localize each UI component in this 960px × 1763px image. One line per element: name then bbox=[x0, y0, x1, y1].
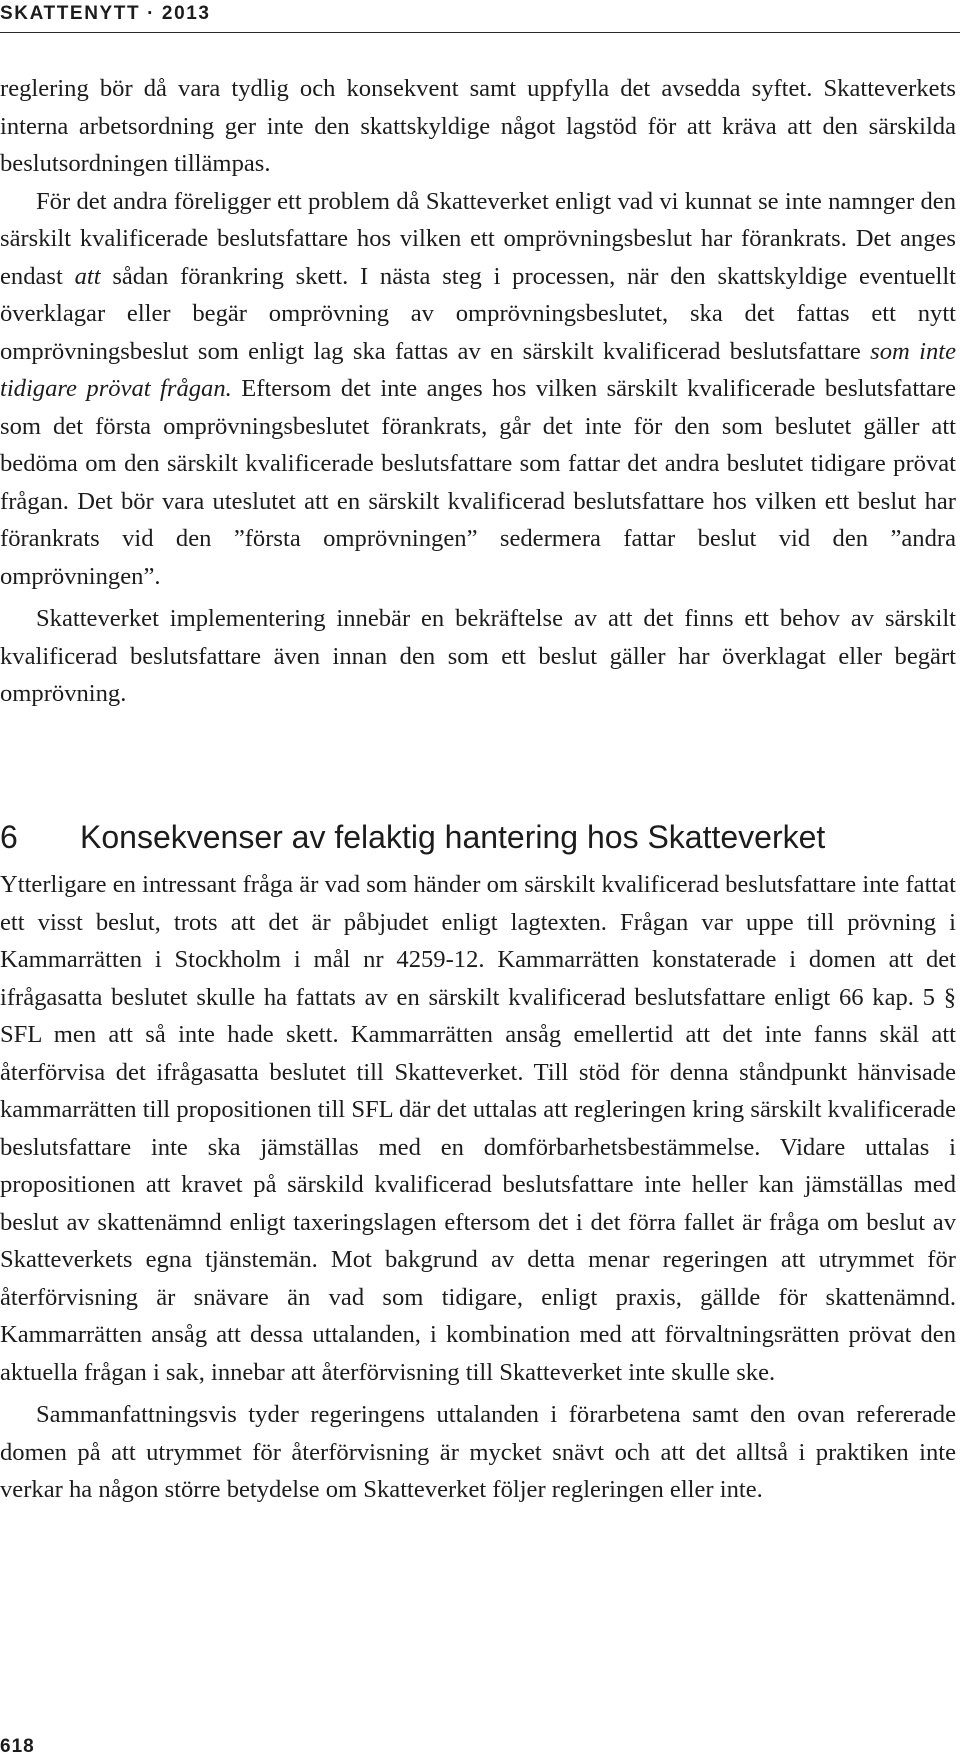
paragraph-text: sådan förankring skett. I nästa steg i processen, när den skattskyldige eventuellt överklagar eller begär omprövning av omprövningsbeslutet, ska det fattas ett nytt omprövningsbeslut som enligt lag ska fattas av en särskilt kvalificerad beslutsfattare bbox=[0, 262, 956, 365]
paragraph-text: reglering bör då vara tydlig och konsekvent samt uppfylla det avsedda syftet. Skatteverkets interna arbetsordning ger inte den skattskyldige något lagstöd för att kräva att den särskilda beslutsordningen tillämpas. bbox=[0, 75, 956, 177]
running-head-separator: · bbox=[147, 3, 156, 24]
paragraph bbox=[0, 600, 956, 713]
body-text-section bbox=[0, 866, 956, 1509]
paragraph-text: För det andra föreligger ett problem då Skatteverket enligt vad vi kunnat se inte namnger den särskilt kvalificerade beslutsfattare hos vilken ett omprövningsbeslut har förankrats. Det anges endast bbox=[0, 187, 956, 290]
journal-year: 2013 bbox=[161, 3, 211, 24]
italic-emphasis: som inte tidigare prövat frågan. bbox=[0, 337, 956, 402]
section-heading bbox=[0, 813, 825, 861]
section-number: 6 bbox=[0, 819, 18, 855]
paragraph-text: Skatteverket implementering innebär en bekräftelse av att det finns ett behov av särskilt kvalificerad beslutsfattare även innan den som ett beslut gäller har överklagat eller begärt omprövning. bbox=[0, 605, 956, 707]
body-text-top bbox=[0, 70, 956, 713]
paragraph bbox=[0, 70, 956, 183]
paragraph: Sammanfattningsvis tyder regeringens uttalanden i förarbetena samt den ovan refererade domen på att utrymmet för återförvisning är mycket snävt och att det alltså i praktiken inte verkar ha någon större betydelse om Skatteverket följer regleringen eller inte. bbox=[0, 1401, 956, 1503]
paragraph-text: Eftersom det inte anges hos vilken särskilt kvalificerade beslutsfattare som det första omprövningsbeslutet förankrats, går det inte för den som beslutet gäller att bedöma om den särskilt kvalificerade beslutsfattare som fattar det andra beslutet tidigare prövat frågan. Det bör vara uteslutet att en särskilt kvalificerad beslutsfattare hos vilken ett beslut har förankrats vid den ”första omprövningen” sedermera fattar beslut vid den ”andra omprövningen”. bbox=[0, 375, 957, 590]
journal-name: SKATTENYTT bbox=[0, 3, 141, 24]
italic-emphasis: att bbox=[74, 262, 101, 290]
paragraph: Ytterligare en intressant fråga är vad som händer om särskilt kvalificerad beslutsfattare inte fattat ett visst beslut, trots att det är påbjudet enligt lagtexten. Frågan var uppe till prövning i Kammarrätten i Stockholm i mål nr 4259-12. Kammarrätten konstaterade i domen att det ifrågasatta beslutet skulle ha fattats av en särskilt kvalificerad beslutsfattare enligt 66 kap. 5 § SFL men att så inte hade skett. Kammarrätten ansåg emellertid att det inte fanns skäl att återförvisa det ifrågasatta beslutet till Skatteverket. Till stöd för denna ståndpunkt hänvisade kammarrätten till propositionen till SFL där det uttalas att regleringen kring särskilt kvalificerade beslutsfattare inte ska jämställas med en domförbarhetsbestämmelse. Vidare uttalas i propositionen att kravet på särskild kvalificerad beslutsfattare inte heller kan jämställas med beslut av skattenämnd enligt taxeringslagen eftersom det i det förra fallet är fråga om beslut av Skatteverkets egna tjänstemän. Mot bakgrund av detta menar regeringen att utrymmet för återförvisning är snävare än vad som tidigare, enligt praxis, gällde för skattenämnd. Kammarrätten ansåg att dessa uttalanden, i kombination med att förvaltningsrätten prövat den aktuella frågan i sak, innebar att återförvisning till Skatteverket inte skulle ske. bbox=[0, 871, 956, 1386]
paragraph bbox=[0, 183, 956, 596]
page-number: 618 bbox=[0, 1736, 35, 1757]
header-rule bbox=[0, 32, 960, 33]
running-head bbox=[0, 0, 211, 28]
section-title: Konsekvenser av felaktig hantering hos Skatteverket bbox=[80, 819, 826, 855]
